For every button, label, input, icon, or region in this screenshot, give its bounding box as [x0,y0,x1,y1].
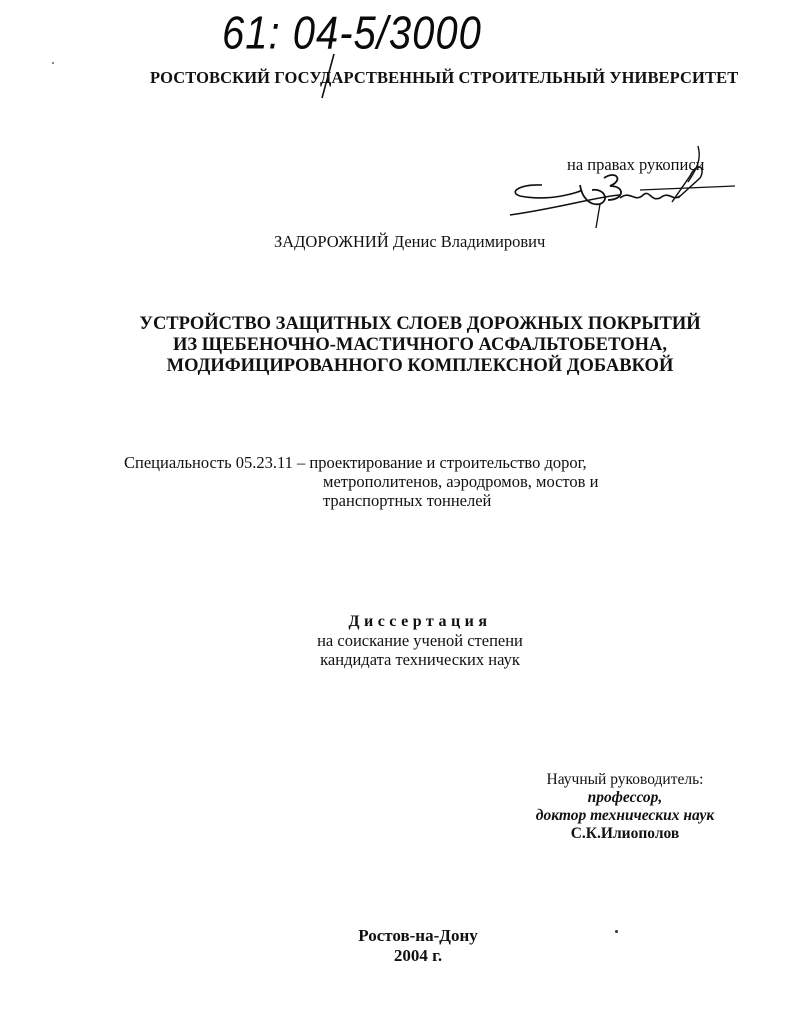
title-line: МОДИФИЦИРОВАННОГО КОМПЛЕКСНОЙ ДОБАВКОЙ [166,356,674,376]
specialty-line: транспортных тоннелей [323,491,492,510]
place-year-block [318,926,518,966]
year: 2004 г. [393,946,443,965]
advisor-degree: доктор технических наук [535,807,715,824]
manuscript-note: на правах рукописи [567,155,705,174]
title-line: ИЗ ЩЕБЕНОЧНО-МАСТИЧНОГО АСФАЛЬТОБЕТОНА, [173,335,667,355]
degree-line: кандидата технических наук [320,650,520,669]
dissertation-block [270,612,570,669]
advisor-name: С.К.Илиополов [570,825,680,842]
dissertation-heading: Диссертация [348,613,492,630]
pen-stroke-mark [318,52,338,102]
specialty-block [124,453,598,510]
handwritten-archive-code: 61: 04-5/3000 [222,8,482,59]
author-signature [500,140,750,230]
title-line: УСТРОЙСТВО ЗАЩИТНЫХ СЛОЕВ ДОРОЖНЫХ ПОКРЫТИЙ [139,314,701,334]
specialty-line: Специальность 05.23.11 – проектирование и строительство дорог, [124,453,587,472]
advisor-rank: профессор, [587,789,663,806]
advisor-block [515,771,735,843]
scan-speck [52,62,54,64]
city: Ростов-на-Дону [358,926,478,945]
university-name: РОСТОВСКИЙ ГОСУДАРСТВЕННЫЙ СТРОИТЕЛЬНЫЙ УНИВЕРСИТЕТ [150,68,739,87]
dissertation-title [120,314,720,377]
advisor-label: Научный руководитель: [546,771,704,788]
scan-speck [615,930,618,933]
degree-line: на соискание ученой степени [317,631,523,650]
author-name: ЗАДОРОЖНИЙ Денис Владимирович [274,232,546,251]
specialty-line: метрополитенов, аэродромов, мостов и [323,472,599,491]
